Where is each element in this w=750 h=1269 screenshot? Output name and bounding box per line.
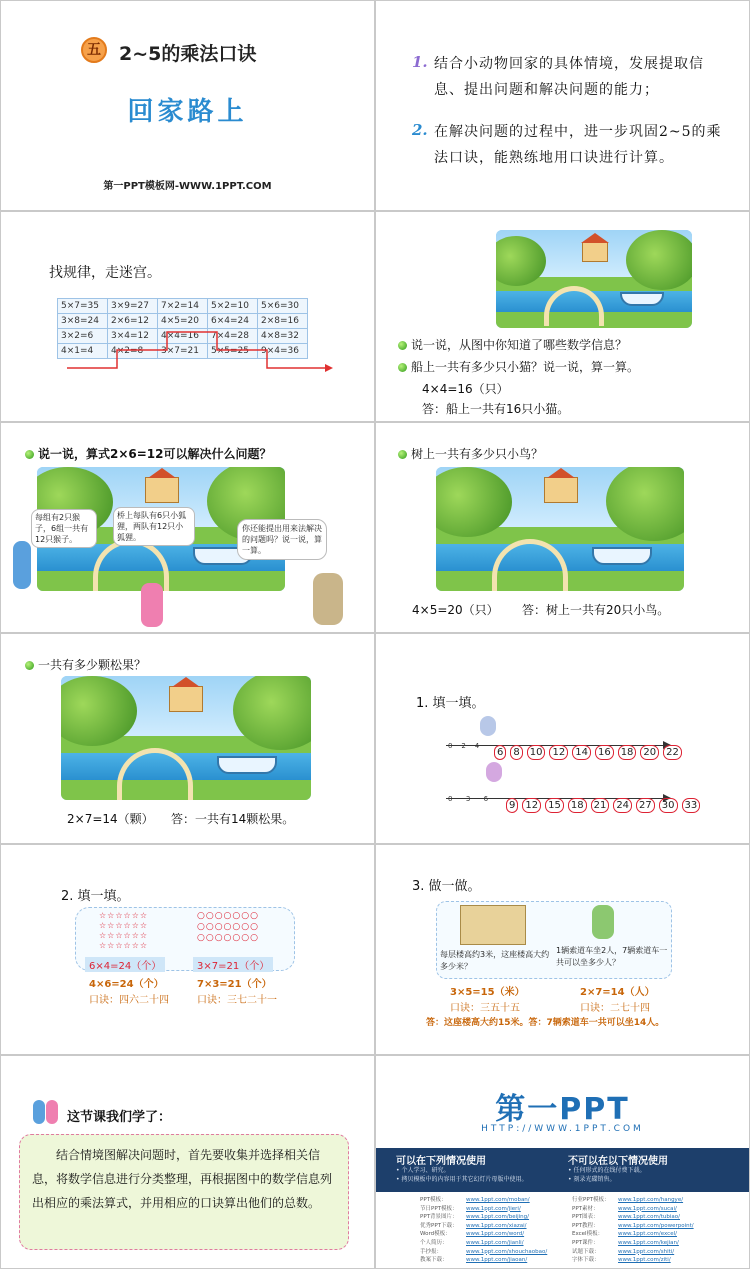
link-label: PPT背景图片： xyxy=(420,1214,458,1221)
answer-box: 21 xyxy=(591,798,610,813)
bubble-right: 你还能提出用来法解决的问题吗？说一说，算一算。 xyxy=(237,519,327,560)
answer-box: 18 xyxy=(568,798,587,813)
maze-cell: 4×4=16 xyxy=(158,329,208,344)
answer-box: 30 xyxy=(659,798,678,813)
star-array: ☆☆☆☆☆☆ ☆☆☆☆☆☆ ☆☆☆☆☆☆ ☆☆☆☆☆☆ xyxy=(99,911,149,950)
link-row xyxy=(572,1205,694,1214)
links-left xyxy=(420,1196,547,1265)
link-label: PPT模板： xyxy=(420,1197,447,1203)
line2-answers xyxy=(506,793,704,813)
usage-banner xyxy=(376,1148,749,1192)
link-url[interactable]: www.1ppt.com/jiaoan/ xyxy=(466,1257,528,1264)
maze-cell: 4×8=32 xyxy=(258,329,308,344)
answer: 答：一共有14颗松果。 xyxy=(171,812,295,826)
link-url[interactable]: www.1ppt.com/powerpoint/ xyxy=(618,1222,694,1229)
goal-num-2: 2. xyxy=(412,121,428,139)
link-row xyxy=(420,1222,547,1231)
link-label: 优秀PPT下载： xyxy=(420,1222,458,1229)
maze-path-arrows xyxy=(57,298,337,378)
maze-cell: 6×4=24 xyxy=(208,314,258,329)
link-url[interactable]: www.1ppt.com/word/ xyxy=(466,1231,525,1238)
site-label: 第一PPT模板网-WWW.1PPT.COM xyxy=(103,181,272,192)
bubble-middle: 桥上每队有6只小狐狸，两队有12只小狐狸。 xyxy=(113,507,195,546)
maze-cell: 4×2=8 xyxy=(108,344,158,359)
link-label: 行业PPT模板： xyxy=(572,1197,610,1203)
link-label: Word模板： xyxy=(420,1231,451,1238)
link-label: PPT课件： xyxy=(572,1239,599,1246)
maze-cell: 9×4=36 xyxy=(258,344,308,359)
link-label: 试题下载： xyxy=(572,1248,600,1255)
answer-box: 18 xyxy=(618,745,637,760)
line2-start: 0 3 6 xyxy=(448,795,489,803)
line1-start: 0 2 4 xyxy=(448,742,480,750)
answer-box: 12 xyxy=(522,798,541,813)
left-rhyme: 口诀：三五十五 xyxy=(450,1003,520,1014)
answer-box: 6 xyxy=(494,745,506,760)
scene-illustration xyxy=(436,467,684,591)
link-row xyxy=(572,1213,694,1222)
answer: 答：船上一共有16只小猫。 xyxy=(422,402,570,416)
maze-cell: 3×2=6 xyxy=(58,329,108,344)
link-url[interactable]: www.1ppt.com/ziti/ xyxy=(618,1257,671,1264)
site-url: HTTP://WWW.1PPT.COM xyxy=(481,1124,644,1134)
can-items: • 个人学习、研究。 • 拷贝模板中的内容用于其它幻灯片母版中使用。 xyxy=(396,1167,528,1183)
girl-figure xyxy=(141,583,163,627)
link-url[interactable]: www.1ppt.com/moban/ xyxy=(466,1197,530,1203)
right-rhyme: 口诀：三七二十一 xyxy=(197,995,277,1006)
scene-illustration xyxy=(61,676,311,800)
link-url[interactable]: www.1ppt.com/excel/ xyxy=(618,1231,677,1238)
maze-cell: 3×9=27 xyxy=(108,299,158,314)
answer-box: 12 xyxy=(549,745,568,760)
slide-fill-arrays xyxy=(1,845,374,1054)
can-title: 可以在下列情况使用 xyxy=(396,1156,486,1167)
building-icon xyxy=(460,905,526,945)
link-url[interactable]: www.1ppt.com/kejian/ xyxy=(618,1239,679,1246)
goal-num-1: 1. xyxy=(412,53,428,71)
link-url[interactable]: www.1ppt.com/hangye/ xyxy=(618,1197,684,1203)
link-label: 个人简历： xyxy=(420,1239,448,1246)
maze-cell: 5×6=30 xyxy=(258,299,308,314)
goal-text-2: 在解决问题的过程中，进一步巩固2~5的乘法口诀，能熟练地用口诀进行计算。 xyxy=(434,124,722,166)
right-formula: 2×7=14（人） xyxy=(580,987,655,998)
maze-cell: 4×5=20 xyxy=(158,314,208,329)
title: 1. 填一填。 xyxy=(416,696,485,711)
slide-birds xyxy=(376,423,749,632)
link-url[interactable]: www.1ppt.com/jieri/ xyxy=(466,1205,521,1212)
right-rhyme: 口诀：二七十四 xyxy=(580,1003,650,1014)
question-1: 说一说，从图中你知道了哪些数学信息？ xyxy=(398,336,627,353)
link-row xyxy=(420,1213,547,1222)
link-url[interactable]: www.1ppt.com/tubiao/ xyxy=(618,1214,680,1221)
link-url[interactable]: www.1ppt.com/shiti/ xyxy=(618,1248,675,1255)
left-formula: 4×6=24（个） xyxy=(89,979,164,990)
formula: 4×4=16（只） xyxy=(422,382,509,396)
maze-title: 找规律，走迷宫。 xyxy=(49,265,161,281)
goal-text-1: 结合小动物回家的具体情境，发展提取信息、提出问题和解决问题的能力； xyxy=(434,56,704,98)
slide-number-lines xyxy=(376,634,749,843)
link-label: PPT素材： xyxy=(572,1205,599,1212)
cannot-title: 不可以在以下情况使用 xyxy=(568,1156,668,1167)
formula: 2×7=14（颗） xyxy=(67,812,154,826)
answer-box: 9 xyxy=(506,798,518,813)
boy-figure xyxy=(13,541,31,589)
right-formula: 7×3=21（个） xyxy=(197,979,272,990)
lesson-title: 回家路上 xyxy=(127,97,248,127)
maze-cell: 7×2=14 xyxy=(158,299,208,314)
title: 2. 填一填。 xyxy=(61,889,130,904)
link-url[interactable]: www.1ppt.com/shouchaobao/ xyxy=(466,1248,548,1255)
answer: 答：树上一共有20只小鸟。 xyxy=(522,603,670,617)
link-row xyxy=(572,1256,694,1265)
card-right: 1辆索道车坐2人，7辆索道车一共可以坐多少人？ xyxy=(556,946,668,967)
slide-pinecones xyxy=(1,634,374,843)
slide-title xyxy=(1,1,374,210)
maze-cell: 5×2=10 xyxy=(208,299,258,314)
link-row xyxy=(572,1248,694,1257)
link-row xyxy=(572,1222,694,1231)
slide-goals xyxy=(376,1,749,210)
scene-illustration xyxy=(496,230,692,328)
answer-box: 16 xyxy=(595,745,614,760)
link-row xyxy=(572,1196,694,1205)
cannot-items: • 任何形式的在线付费下载。 • 刻录光碟销售。 xyxy=(568,1167,646,1183)
slide-boat-cats xyxy=(376,212,749,421)
rabbit-icon xyxy=(486,762,502,782)
answer-box: 15 xyxy=(545,798,564,813)
link-row xyxy=(420,1256,547,1265)
link-url[interactable]: www.1ppt.com/beijing/ xyxy=(466,1214,530,1221)
link-label: PPT教程： xyxy=(572,1222,599,1229)
links-right xyxy=(572,1196,694,1265)
answer-box: 24 xyxy=(613,798,632,813)
link-label: 字体下载： xyxy=(572,1257,600,1264)
maze-cell: 3×4=12 xyxy=(108,329,158,344)
cable-car-icon xyxy=(592,905,614,939)
link-label: 节日PPT模板： xyxy=(420,1205,458,1212)
slide-summary xyxy=(1,1056,374,1268)
question-2: 船上一共有多少只小猫？说一说，算一算。 xyxy=(398,358,639,375)
link-label: Excel模板： xyxy=(572,1231,604,1238)
kids-icon xyxy=(33,1100,59,1124)
left-formula: 3×5=15（米） xyxy=(450,987,525,998)
answer: 答：这座楼高大约15米。答：7辆索道车一共可以坐14人。 xyxy=(426,1018,665,1028)
link-url[interactable]: www.1ppt.com/xiazai/ xyxy=(466,1222,527,1229)
link-row xyxy=(420,1239,547,1248)
maze-cell: 3×7=21 xyxy=(158,344,208,359)
right-equation: 3×7=21（个） xyxy=(193,957,273,972)
grandpa-figure xyxy=(313,573,343,625)
answer-box: 33 xyxy=(682,798,701,813)
summary-title: 这节课我们学了： xyxy=(67,1110,172,1125)
question: 一共有多少颗松果？ xyxy=(25,656,146,673)
link-row xyxy=(420,1205,547,1214)
line1-answers xyxy=(494,740,686,760)
answer-box: 20 xyxy=(640,745,659,760)
left-equation: 6×4=24（个） xyxy=(85,957,165,972)
maze-cell: 2×8=16 xyxy=(258,314,308,329)
maze-cell: 3×8=24 xyxy=(58,314,108,329)
answer-box: 14 xyxy=(572,745,591,760)
unit-title: 2~5的乘法口诀 xyxy=(119,43,257,65)
link-row xyxy=(572,1230,694,1239)
link-url[interactable]: www.1ppt.com/jianli/ xyxy=(466,1239,524,1246)
maze-cell: 5×5=25 xyxy=(208,344,258,359)
slide-maze xyxy=(1,212,374,421)
bubble-left: 每组有2只猴子，6组一共有12只猴子。 xyxy=(31,509,97,548)
title: 3. 做一做。 xyxy=(412,879,481,894)
mouse-icon xyxy=(480,716,496,736)
link-row xyxy=(572,1239,694,1248)
link-label: 手抄报： xyxy=(420,1248,443,1255)
answer-box: 27 xyxy=(636,798,655,813)
maze-cell: 2×6=12 xyxy=(108,314,158,329)
unit-badge: 五 xyxy=(81,37,107,63)
link-label: PPT图表： xyxy=(572,1214,599,1221)
summary-text: 结合情境图解决问题时，首先要收集并选择相关信息，将数学信息进行分类整理，再根据图中的数学信息列出相应的乘法算式，并用相应的口诀算出他们的总数。 xyxy=(19,1134,349,1250)
maze-cell: 5×7=35 xyxy=(58,299,108,314)
link-row xyxy=(420,1248,547,1257)
card-left: 每层楼高约3米，这座楼高大约多少米？ xyxy=(440,950,550,971)
maze-cell: 7×4=28 xyxy=(208,329,258,344)
circle-array: ○○○○○○○ ○○○○○○○ ○○○○○○○ xyxy=(197,911,259,943)
answer-box: 22 xyxy=(663,745,682,760)
answer-box: 8 xyxy=(510,745,522,760)
maze-cell: 4×1=4 xyxy=(58,344,108,359)
answer-box: 10 xyxy=(527,745,546,760)
link-row xyxy=(420,1196,547,1205)
question: 说一说，算式2×6=12可以解决什么问题？ xyxy=(25,445,272,462)
link-row xyxy=(420,1230,547,1239)
left-rhyme: 口诀：四六二十四 xyxy=(89,995,169,1006)
logo: 第一PPT xyxy=(495,1092,630,1127)
formula: 4×5=20（只） xyxy=(412,603,499,617)
slide-discussion xyxy=(1,423,374,632)
slide-practice xyxy=(376,845,749,1054)
slide-1ppt-info xyxy=(376,1056,749,1268)
link-url[interactable]: www.1ppt.com/sucai/ xyxy=(618,1205,677,1212)
question: 树上一共有多少只小鸟？ xyxy=(398,445,543,462)
link-label: 教案下载： xyxy=(420,1257,448,1264)
